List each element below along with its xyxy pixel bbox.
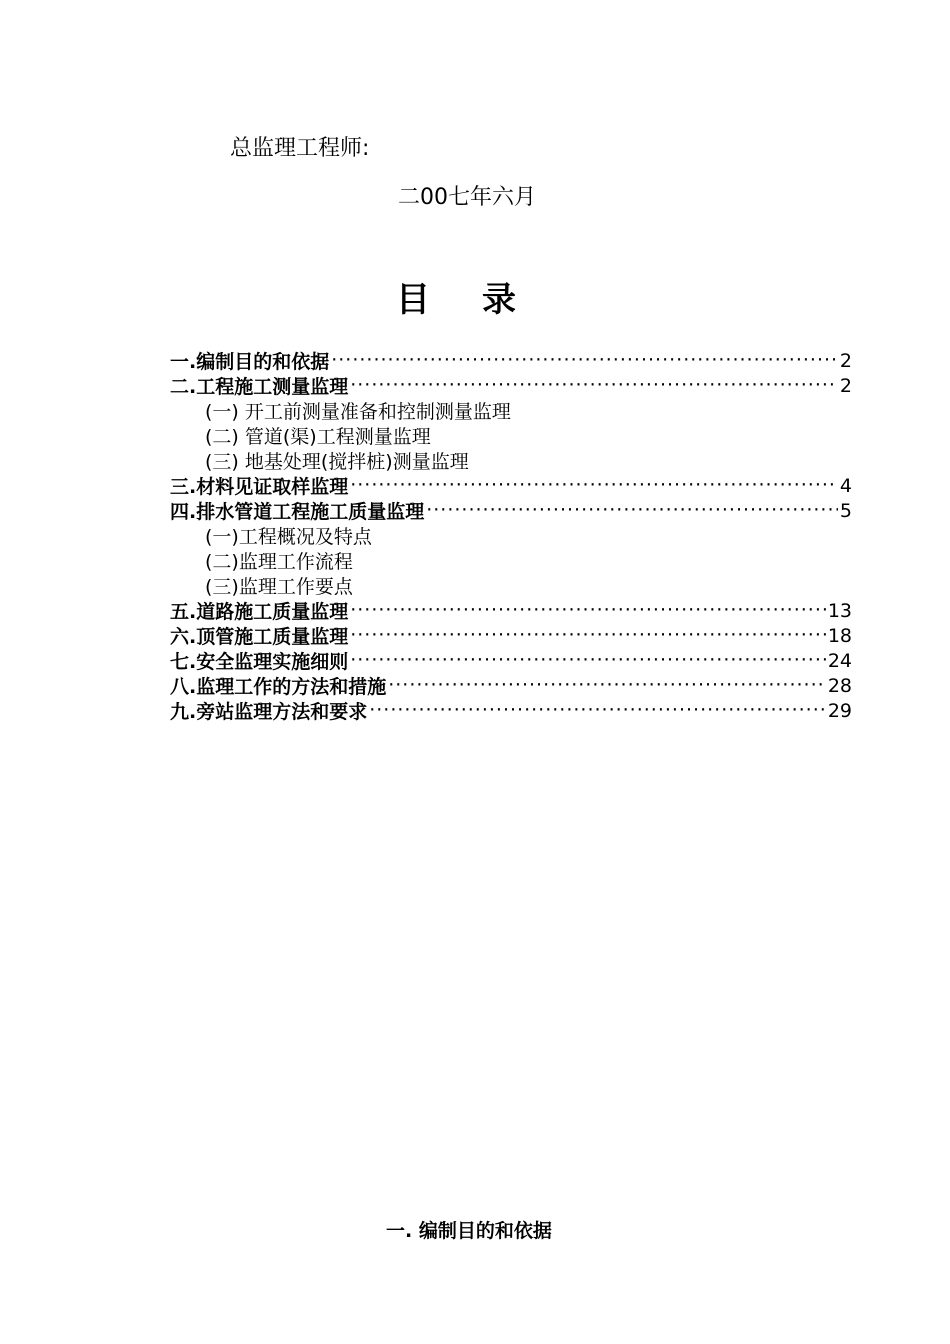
toc-entry-label: 四.排水管道工程施工质量监理: [170, 501, 425, 523]
toc-entry-page: 2: [839, 349, 852, 372]
toc-subentry-label: (二)监理工作流程: [205, 551, 353, 573]
document-date: 二00七年六月: [398, 185, 536, 210]
toc-entry[interactable]: [170, 673, 852, 698]
toc-entry-page: 18: [827, 624, 852, 647]
toc-dot-leader: [350, 648, 826, 673]
toc-entry-page: 5: [839, 499, 852, 522]
toc-subentry-label: (一)工程概况及特点: [205, 526, 372, 548]
toc-entry[interactable]: [170, 473, 852, 498]
toc-entry[interactable]: [170, 698, 852, 723]
toc-title: 目录: [396, 280, 568, 320]
toc-entry[interactable]: [170, 598, 852, 623]
toc-dot-leader: [350, 373, 838, 398]
toc-dot-leader: [426, 498, 838, 523]
toc-entry-label: 一.编制目的和依据: [170, 351, 330, 373]
toc-entry-label: 五.道路施工质量监理: [170, 601, 349, 623]
toc-entry-label: 二.工程施工测量监理: [170, 376, 349, 398]
toc-entry[interactable]: [170, 648, 852, 673]
toc-entry-label: 三.材料见证取样监理: [170, 476, 349, 498]
toc-entry-page: 29: [827, 699, 852, 722]
toc-subentry[interactable]: [170, 423, 852, 448]
toc-entry-label: 六.顶管施工质量监理: [170, 626, 349, 648]
toc-subentry-label: (一) 开工前测量准备和控制测量监理: [205, 401, 511, 423]
toc-subentry-label: (三)监理工作要点: [205, 576, 353, 598]
toc-dot-leader: [369, 698, 826, 723]
section-heading: 一. 编制目的和依据: [386, 1220, 552, 1242]
toc-entry[interactable]: [170, 623, 852, 648]
toc-subentry[interactable]: [170, 548, 852, 573]
toc-entry-label: 八.监理工作的方法和措施: [170, 676, 387, 698]
toc-subentry-label: (二) 管道(渠)工程测量监理: [205, 426, 431, 448]
toc-subentry[interactable]: [170, 523, 852, 548]
toc-dot-leader: [350, 598, 826, 623]
toc-entry-page: 28: [827, 674, 852, 697]
toc-entry-page: 4: [839, 474, 852, 497]
toc-entry-label: 九.旁站监理方法和要求: [170, 701, 368, 723]
toc-dot-leader: [331, 348, 838, 373]
toc-entry-page: 24: [827, 649, 852, 672]
toc-subentry[interactable]: [170, 398, 852, 423]
toc-dot-leader: [388, 673, 826, 698]
toc-entry[interactable]: [170, 348, 852, 373]
toc-dot-leader: [350, 473, 838, 498]
toc-entry-label: 七.安全监理实施细则: [170, 651, 349, 673]
toc-entry-page: 13: [827, 599, 852, 622]
table-of-contents: [170, 348, 852, 723]
toc-entry-page: 2: [839, 374, 852, 397]
toc-subentry[interactable]: [170, 573, 852, 598]
chief-supervisor-signature-label: 总监理工程师:: [230, 136, 370, 161]
toc-entry[interactable]: [170, 498, 852, 523]
toc-dot-leader: [350, 623, 826, 648]
toc-entry[interactable]: [170, 373, 852, 398]
toc-subentry[interactable]: [170, 448, 852, 473]
toc-subentry-label: (三) 地基处理(搅拌桩)测量监理: [205, 451, 469, 473]
